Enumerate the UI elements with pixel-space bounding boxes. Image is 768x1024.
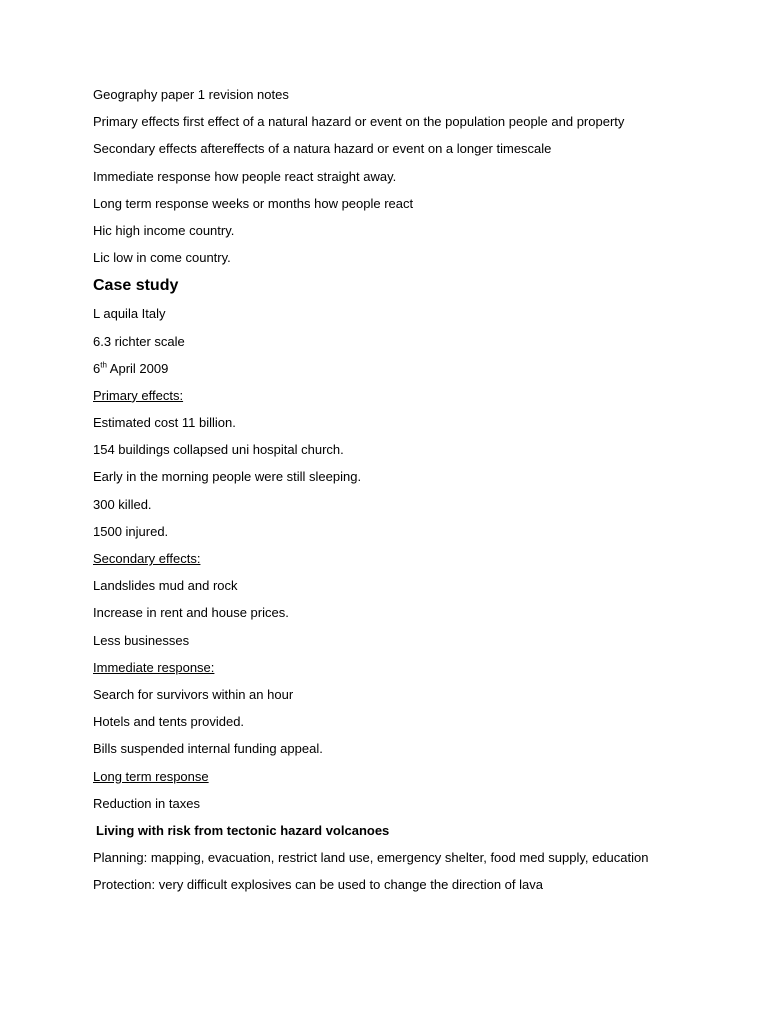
definition-secondary-effects: Secondary effects aftereffects of a natura hazard or event on a longer timescale: [93, 141, 552, 157]
definition-immediate-response: Immediate response how people react straight away.: [93, 168, 397, 184]
primary-effect-item: Estimated cost 11 billion.: [93, 415, 236, 431]
date-suffix: th: [100, 360, 107, 370]
immediate-response-item: Hotels and tents provided.: [93, 714, 245, 730]
case-study-heading: Case study: [93, 277, 179, 295]
definition-long-term-response: Long term response weeks or months how people react: [93, 195, 414, 211]
secondary-effect-item: Landslides mud and rock: [93, 578, 238, 594]
definition-hic: Hic high income country.: [93, 222, 235, 238]
primary-effect-item: Early in the morning people were still sleeping.: [93, 469, 362, 485]
long-term-response-item: Reduction in taxes: [93, 795, 200, 811]
immediate-response-item: Search for survivors within an hour: [93, 686, 294, 702]
secondary-effect-item: Less businesses: [93, 632, 190, 648]
definition-primary-effects: Primary effects first effect of a natural hazard or event on the population people and property: [93, 114, 625, 130]
date-day: 6: [93, 360, 101, 376]
immediate-response-item: Bills suspended internal funding appeal.: [93, 741, 323, 757]
long-term-response-heading: Long term response: [93, 768, 209, 784]
date-rest: April 2009: [106, 360, 169, 376]
volcano-heading: Living with risk from tectonic hazard volcanoes: [96, 822, 390, 838]
secondary-effect-item: Increase in rent and house prices.: [93, 605, 289, 621]
immediate-response-heading: Immediate response:: [93, 659, 215, 675]
document-body: [93, 86, 733, 903]
primary-effect-item: 154 buildings collapsed uni hospital church.: [93, 442, 344, 458]
definition-lic: Lic low in come country.: [93, 250, 231, 266]
volcano-protection: Protection: very difficult explosives can be used to change the direction of lava: [93, 877, 543, 893]
case-study-magnitude: 6.3 richter scale: [93, 333, 185, 349]
case-study-location: L aquila Italy: [93, 306, 166, 322]
document-title: Geography paper 1 revision notes: [93, 87, 289, 102]
secondary-effects-heading: Secondary effects:: [93, 551, 201, 566]
case-study-date: [93, 360, 733, 377]
volcano-planning: Planning: mapping, evacuation, restrict land use, emergency shelter, food med supply, education: [93, 850, 649, 866]
primary-effects-heading: Primary effects:: [93, 387, 184, 403]
primary-effect-item: 300 killed.: [93, 496, 152, 512]
primary-effect-item: 1500 injured.: [93, 523, 169, 539]
